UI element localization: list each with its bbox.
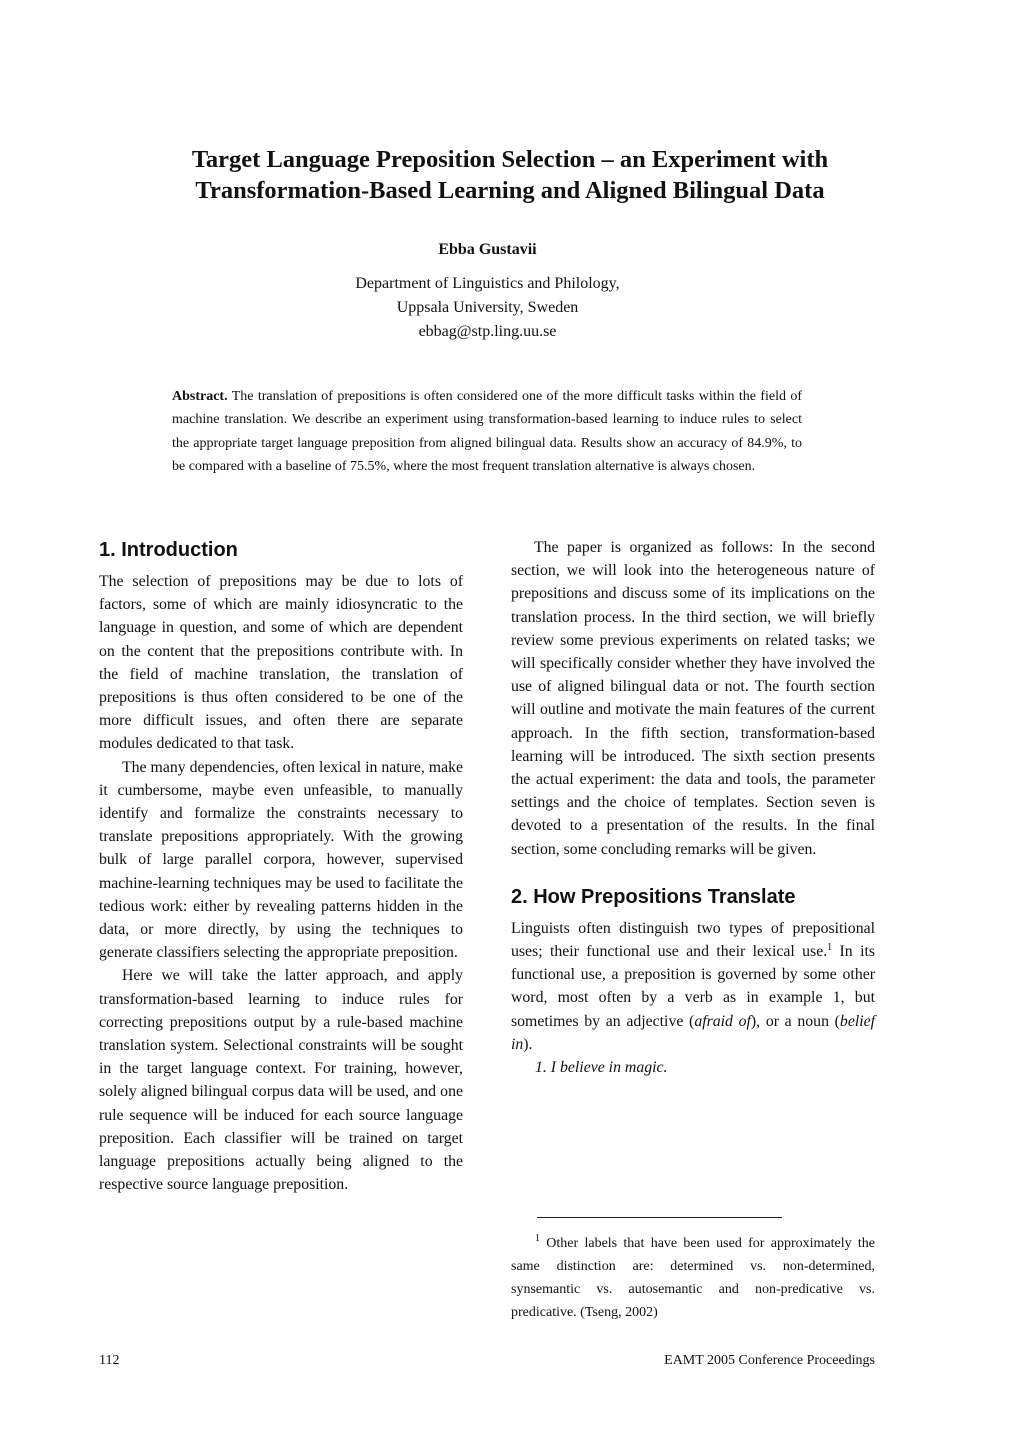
footnote — [511, 1232, 875, 1324]
author-name: Ebba Gustavii — [438, 241, 537, 258]
abstract-text: The translation of prepositions is often considered one of the more difficult tasks within the field of machine translation. We describe an experiment using transformation-based learning to induce rules to select the appropriate target language preposition from aligned bilingual data. Results show an accuracy of 84.9%, to be compared with a baseline of 75.5%, where the most frequent translation alternative is always chosen. — [172, 389, 802, 474]
affiliation-department: Department of Linguistics and Philology, — [355, 275, 620, 292]
section-2-text-a: Linguists often distinguish two types of prepositional uses; their functional use and their lexical use. — [511, 919, 875, 961]
section-2-heading: 2. How Prepositions Translate — [511, 885, 796, 908]
footnote-text: Other labels that have been used for approximately the same distinction are: determined vs. non-determined, synsemantic vs. autosemantic and non-predicative vs. predicative. (Tseng, 2002) — [511, 1236, 875, 1320]
section-2-text-c: ), or a noun ( — [750, 1012, 840, 1030]
section-1-paragraph-3: Here we will take the latter approach, and apply transformation-based learning to induce rules for correcting prepositions output by a rule-based machine translation system. Selectional constraints will be sought in the target language context. For training, however, solely aligned bilingual corpus data will be used, and one rule sequence will be induced for each source language preposition. Each classifier will be trained on target language prepositions actually being aligned to the respective source language preposition. — [99, 967, 463, 1194]
section-2-text-b: In its functional use, a preposition is governed by some other word, most often by a verb as in example 1, but sometimes by an adjective ( — [511, 943, 875, 1030]
footnote-reference[interactable]: 1 — [827, 942, 833, 954]
venue-footer: EAMT 2005 Conference Proceedings — [664, 1353, 875, 1368]
affiliation — [0, 272, 975, 344]
section-2-text-d: ). — [523, 1035, 533, 1053]
title-line-1: Target Language Preposition Selection – an Experiment with — [191, 146, 829, 173]
title-line-2: Transformation-Based Learning and Aligned Bilingual Data — [195, 177, 825, 204]
paper-title — [60, 144, 960, 206]
section-1-heading: 1. Introduction — [99, 539, 238, 561]
abstract — [172, 385, 802, 478]
section-1-paragraph-2: The many dependencies, often lexical in nature, make it cumbersome, maybe even unfeasible, to manually identify and formalize the constraints necessary to translate prepositions appropriately. With the growing bulk of large parallel corpora, however, supervised machine-learning techniques may be used to facilitate the tedious work: either by revealing patterns hidden in the data, or more directly, by using the techniques to generate classifiers selecting the appropriate preposition. — [99, 758, 463, 962]
author-email[interactable]: ebbag@stp.ling.uu.se — [418, 323, 557, 340]
example-1: 1. I believe in magic. — [535, 1059, 668, 1077]
right-column — [511, 536, 875, 1079]
example-adjective: afraid of — [694, 1012, 751, 1030]
section-1-paragraph-4: The paper is organized as follows: In the second section, we will look into the heterogeneous nature of prepositions and discuss some of its implications on the translation process. In the third section, we will briefly review some previous experiments on related tasks; we will specifically consider whether they have involved the use of aligned bilingual data or not. The fourth section will outline and motivate the main features of the current approach. In the fifth section, transformation-based learning will be introduced. The sixth section presents the actual experiment: the data and tools, the parameter settings and the choice of templates. Section seven is devoted to a presentation of the results. In the final section, some concluding remarks will be given. — [511, 539, 875, 858]
page-number: 112 — [99, 1353, 120, 1368]
footnote-mark: 1 — [535, 1233, 540, 1244]
section-2-paragraph-1 — [511, 917, 875, 1056]
footnote-divider — [537, 1217, 782, 1218]
section-1-paragraph-1: The selection of prepositions may be due to lots of factors, some of which are mainly idiosyncratic to the language in question, and some of which are dependent on the content that the prepositions contribute with. In the field of machine translation, the translation of prepositions is thus often considered to be one of the more difficult issues, and often there are separate modules dedicated to that task. — [99, 573, 463, 753]
affiliation-university: Uppsala University, Sweden — [396, 299, 579, 316]
abstract-label: Abstract. — [172, 389, 228, 404]
example-noun: belief in — [511, 1012, 876, 1053]
left-column — [99, 536, 463, 1196]
